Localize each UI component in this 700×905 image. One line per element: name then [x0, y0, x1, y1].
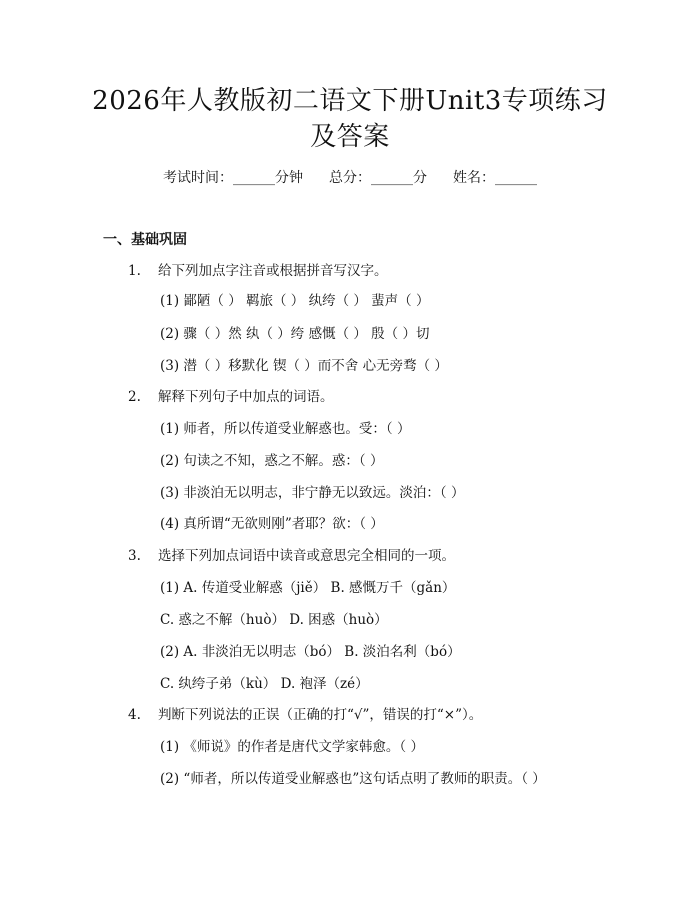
question-text: 给下列加点字注音或根据拼音写汉字。 [158, 263, 388, 279]
question-4 [128, 705, 482, 725]
question-number: 4. [128, 707, 141, 723]
question-text: 判断下列说法的正误（正确的打“√”，错误的打“×”）。 [158, 707, 483, 723]
question-2-item-2: (2) 句读之不知，惑之不解。惑：（ ） [160, 453, 384, 469]
question-number: 1. [128, 263, 141, 279]
question-2 [128, 387, 334, 407]
document-title-line1: 2026年人教版初二语文下册Unit3专项练习 [92, 86, 608, 116]
document-title-line2: 及答案 [310, 122, 390, 152]
question-text: 选择下列加点词语中读音或意思完全相同的一项。 [158, 548, 455, 564]
question-3-item-3: (2) A. 非淡泊无以明志（bó） B. 淡泊名利（bó） [160, 644, 461, 660]
question-3-item-2: C. 惑之不解（huò） D. 困惑（huò） [160, 612, 388, 628]
question-2-item-1: (1) 师者，所以传道受业解惑也。受：（ ） [160, 421, 411, 437]
question-4-item-2: (2) “师者，所以传道受业解惑也”这句话点明了教师的职责。（ ） [160, 771, 546, 787]
question-2-item-4: (4) 真所谓“无欲则刚”者耶？欲：（ ） [160, 516, 384, 532]
question-4-item-1: (1) 《师说》的作者是唐代文学家韩愈。（ ） [160, 739, 424, 755]
question-1 [128, 261, 388, 281]
question-3 [128, 546, 455, 566]
question-3-item-1: (1) A. 传道受业解惑（jiě） B. 感慨万千（gǎn） [160, 580, 456, 596]
name-field: 姓名：______ [453, 170, 537, 186]
question-1-item-2: (2) 骤（ ）然 纨（ ）绔 感慨（ ） 殷（ ）切 [160, 326, 430, 342]
question-1-item-3: (3) 潜（ ）移默化 锲（ ）而不舍 心无旁骛（ ） [160, 358, 448, 374]
exam-info-row [0, 168, 700, 188]
question-number: 2. [128, 389, 141, 405]
exam-time-field: 考试时间：______分钟 [163, 170, 303, 186]
question-text: 解释下列句子中加点的词语。 [158, 389, 334, 405]
total-score-field: 总分：______分 [329, 170, 427, 186]
question-number: 3. [128, 548, 141, 564]
question-1-item-1: (1) 鄙陋（ ） 羁旅（ ） 纨绔（ ） 蜚声（ ） [160, 293, 430, 309]
question-2-item-3: (3) 非淡泊无以明志，非宁静无以致远。淡泊：（ ） [160, 485, 465, 501]
question-3-item-4: C. 纨绔子弟（kù） D. 袍泽（zé） [160, 676, 369, 692]
section-heading: 一、基础巩固 [103, 232, 187, 248]
